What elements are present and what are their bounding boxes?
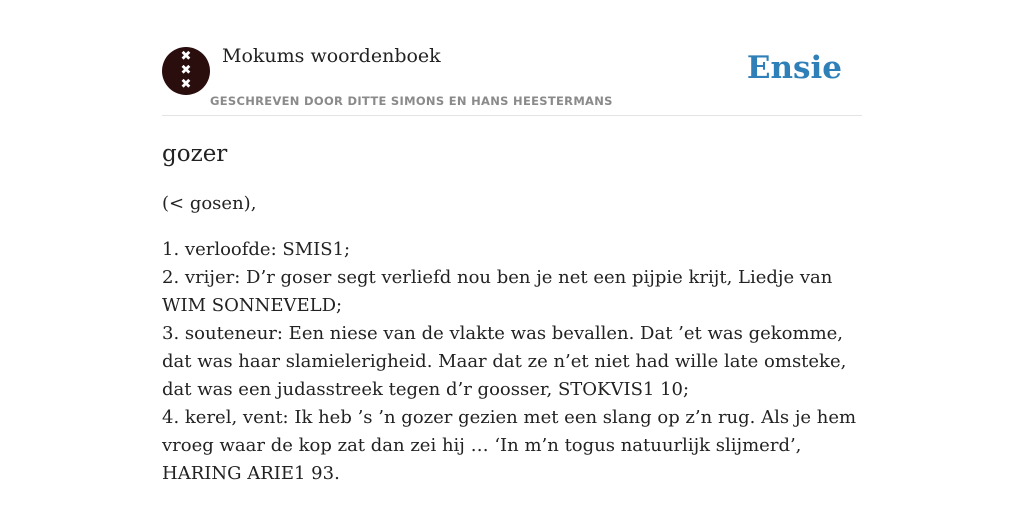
definition-list	[162, 236, 862, 488]
amsterdam-crosses-logo[interactable]	[162, 47, 210, 95]
dictionary-title[interactable]: Mokums woordenboek	[222, 45, 441, 67]
entry-headword: gozer	[162, 141, 228, 167]
entry-content	[162, 136, 862, 488]
cross-icon: ✖	[180, 49, 192, 64]
definition-item: 2. vrijer: D’r goser segt verliefd nou ben je net een pijpie krijt, Liedje van WIM SONNEVELD;	[162, 267, 833, 316]
definition-item: 4. kerel, vent: Ik heb ’s ’n gozer gezien met een slang op z’n rug. Als je hem vroeg waar de kop zat dan zei hij … ‘In m’n togus natuurlijk slijmerd’, HARING ARIE1 93.	[162, 407, 857, 484]
definition-item: 3. souteneur: Een niese van de vlakte was bevallen. Dat ’et was gekomme, dat was haar slamielerigheid. Maar dat ze n’et niet had wille late omsteke, dat was een judasstreek tegen d’r goosser, STOKVIS1 10;	[162, 323, 847, 400]
cross-icon: ✖	[180, 63, 192, 78]
definition-item: 1. verloofde: SMIS1;	[162, 239, 351, 260]
entry-etymology: (< gosen),	[162, 193, 257, 214]
site-header	[162, 0, 862, 116]
dictionary-authors: GESCHREVEN DOOR DITTE SIMONS EN HANS HEESTERMANS	[210, 94, 613, 108]
ensie-brand-link[interactable]: Ensie	[746, 50, 842, 86]
cross-icon: ✖	[180, 77, 192, 92]
